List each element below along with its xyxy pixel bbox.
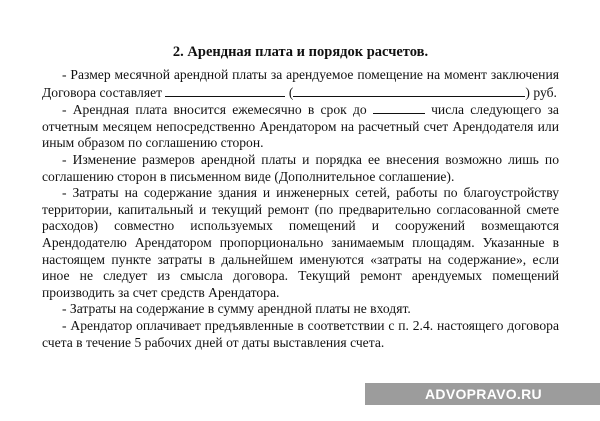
clause-maintenance-costs: - Затраты на содержание здания и инженерных сетей, работы по благоустройству территории, капитальный и текущий ремонт (по предварительно согласованной смете расходов) совместно используемых помещений и сооружений возмещаются Арендодателю Арендатором пропорционально занимаемым площадям. Указанные в настоящем пункте затраты в дальнейшем именуются «затраты на содержание», если иное не следует из смысла договора. Текущий ремонт арендуемых помещений производить за счет средств Арендатора. bbox=[42, 185, 559, 300]
clause-payment-term-text-after: числа следующего за отчетным месяцем непосредственно Арендатором на расчетный счет Арендодателя или иным образом по соглашению сторон. bbox=[42, 102, 559, 151]
clause-costs-excluded: - Затраты на содержание в сумму арендной платы не входят. bbox=[62, 301, 411, 317]
clause-invoice-payment: - Арендатор оплачивает предъявленные в соответствии с п. 2.4. настоящего договора счета в течение 5 рабочих дней от даты выставления счета. bbox=[42, 317, 559, 350]
document-page bbox=[42, 43, 559, 351]
clause-rent-amount-text: - Размер месячной арендной платы за арендуемое помещение на момент заключения Договора составляет bbox=[42, 67, 559, 100]
rent-amount-words-blank bbox=[293, 84, 525, 97]
watermark-logo: ADVOPRAVO.RU bbox=[365, 383, 600, 405]
clause-rent-change: - Изменение размеров арендной платы и порядка ее внесения возможно лишь по соглашению сторон в письменном виде (Дополнительное соглашение). bbox=[42, 151, 559, 184]
clause-rent-amount bbox=[42, 67, 559, 101]
section-heading: 2. Арендная плата и порядок расчетов. bbox=[172, 44, 429, 60]
payment-day-blank bbox=[373, 101, 425, 114]
clause-payment-term-text-before: - Арендная плата вносится ежемесячно в срок до bbox=[62, 102, 367, 118]
rent-amount-open-paren: ( bbox=[288, 84, 294, 100]
rent-amount-currency: ) руб. bbox=[525, 84, 557, 100]
rent-amount-blank bbox=[165, 84, 285, 97]
clause-payment-term bbox=[42, 101, 559, 152]
